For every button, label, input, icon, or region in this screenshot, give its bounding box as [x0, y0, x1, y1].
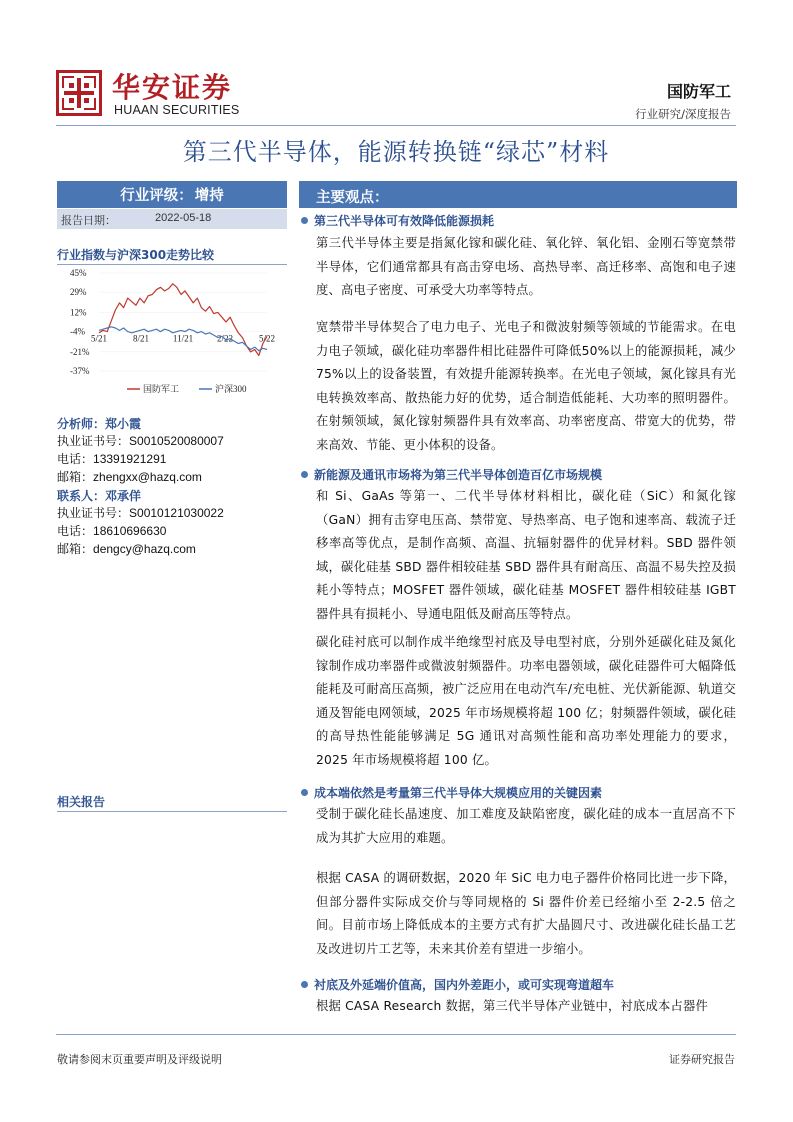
bullet-dot-icon	[301, 981, 308, 988]
rating-value: 增持	[194, 188, 224, 204]
chart-y-tick-label: 12%	[70, 307, 87, 318]
chart-series	[99, 284, 267, 356]
company-logo	[56, 70, 102, 116]
contact-label: 联系人：	[57, 489, 106, 503]
analyst-name: 郑小霞	[105, 417, 142, 431]
sector-label: 国防军工	[666, 82, 731, 101]
contact-email-row	[57, 540, 224, 558]
index-comparison-chart	[57, 266, 287, 400]
contact-cert: S0010121030022	[129, 506, 224, 520]
chart-y-tick-label: -4%	[70, 326, 85, 337]
analyst-heading	[57, 415, 141, 432]
chart-x-tick-label: 5/22	[258, 333, 276, 344]
brand-name-cn: 华安证券	[112, 71, 233, 104]
contact-details	[57, 504, 224, 558]
chart-y-axis	[70, 268, 90, 376]
analyst-phone-label: 电话：	[57, 452, 94, 466]
analyst-label: 分析师：	[57, 417, 106, 431]
contact-cert-label: 执业证书号：	[57, 506, 130, 520]
chart-gridlines	[99, 273, 267, 371]
paragraph-3: 和 Si、GaAs 等第一、二代半导体材料相比，碳化硅（SiC）和氮化镓（GaN）拥有击穿电压高、禁带宽、导热率高、电子饱和速率高、载流子迁移率高等优点，是制作高频、高温、抗辐射器件的优异材料。SBD 器件领域，碳化硅基 SBD 器件相较硅基 SBD 器件具有耐高压、高温不易失控及损耗小等特点；MOSFET 器件领域，碳化硅基 MOSFET 器件相较硅基 IGBT 器件具有损耗小、导通电阻低及耐高压等特点。	[316, 489, 736, 621]
chart-x-tick-label: 2/22	[216, 333, 234, 344]
analyst-details	[57, 432, 224, 486]
point-heading-text: 新能源及通讯市场将为第三代半导体创造百亿市场规模	[314, 468, 603, 482]
paragraph-4: 碳化硅衬底可以制作成半绝缘型衬底及导电型衬底，分别外延碳化硅及氮化镓制作成功率器件或微波射频器件。功率电器领域，碳化硅器件可大幅降低能耗及可耐高压高频，被广泛应用在电动汽车/充电桩、光伏新能源、轨道交通及智能电网领域，2025 年市场规模将超 100 亿；射频器件领域，碳化硅的高导热性能能够满足 5G 通讯对高频性能和高功率处理能力的要求，2025 年市场规模将超 100 亿。	[316, 635, 736, 767]
analyst-phone: 13391921291	[93, 452, 167, 466]
chart-x-tick-label: 5/21	[90, 333, 108, 344]
report-date-bar	[57, 209, 287, 229]
chart-x-axis	[91, 334, 275, 344]
paragraph-6: 根据 CASA 的调研数据，2020 年 SiC 电力电子器件价格同比进一步下降，但部分器件实际成交价与等同规格的 Si 器件价差已经缩小至 2-2.5 倍之间。目前市场上降低成本的主要方式有扩大晶圆尺寸、改进碳化硅长晶工艺及改进切片工艺等，未来其价差有望进一步缩小。	[316, 871, 736, 956]
point-heading-3	[301, 784, 602, 801]
rating-label: 行业评级：	[120, 188, 193, 204]
point-heading-1	[301, 212, 494, 229]
footer-divider	[56, 1034, 736, 1035]
analyst-email-label: 邮箱：	[57, 470, 94, 484]
bullet-dot-icon	[301, 217, 308, 224]
paragraph-1: 第三代半导体主要是指氮化镓和碳化硅、氧化锌、氧化铝、金刚石等宽禁带半导体，它们通常都具有高击穿电场、高热导率、高迁移率、高饱和电子速度、高电子密度、可承受大功率等特点。	[316, 236, 736, 297]
chart-legend-label: 国防军工	[143, 384, 180, 394]
chart-y-tick-label: -21%	[70, 346, 90, 357]
point-heading-text: 第三代半导体可有效降低能源损耗	[314, 214, 495, 228]
chart-legend-label: 沪深300	[215, 384, 247, 394]
related-reports-divider	[57, 811, 287, 812]
bullet-dot-icon	[301, 471, 308, 478]
contact-phone-label: 电话：	[57, 524, 94, 538]
point-heading-text: 衬底及外延端价值高，国内外差距小，或可实现弯道超车	[314, 978, 615, 992]
chart-x-tick-label: 8/21	[132, 333, 150, 344]
contact-name: 邓承佯	[105, 489, 142, 503]
chart-y-tick-label: 45%	[70, 268, 87, 278]
contact-email-label: 邮箱：	[57, 542, 94, 556]
brand-name-en: HUAAN SECURITIES	[114, 103, 240, 117]
report-title: 第三代半导体，能源转换链“绿芯”材料	[182, 138, 610, 166]
analyst-cert-label: 执业证书号：	[57, 434, 130, 448]
point-heading-4	[301, 976, 614, 993]
report-type: 行业研究/深度报告	[635, 107, 731, 121]
analyst-phone-row	[57, 450, 224, 468]
analyst-cert: S0010520080007	[129, 434, 224, 448]
analyst-cert-row	[57, 432, 224, 450]
contact-phone-row	[57, 522, 224, 540]
point-heading-text: 成本端依然是考量第三代半导体大规模应用的关键因素	[314, 786, 603, 800]
report-date-value: 2022-05-18	[155, 212, 212, 224]
header-divider	[56, 125, 736, 126]
point-heading-2	[301, 466, 602, 483]
chart-heading-divider	[57, 264, 287, 265]
chart-series-line	[99, 284, 267, 356]
main-views-bar	[299, 181, 737, 208]
bullet-dot-icon	[301, 789, 308, 796]
paragraph-2: 宽禁带半导体契合了电力电子、光电子和微波射频等领域的节能需求。在电力电子领域，碳化硅功率器件相比硅器件可降低50%以上的能源损耗，减少75%以上的设备装置，有效提升能源转换率。在光电子领域，氮化镓具有光电转换效率高、散热能力好的优势，适合制造低能耗、大功率的照明器件。在射频领域，氮化镓射频器件具有效率高、功率密度高、带宽大的优势，带来高效、节能、更小体积的设备。	[316, 320, 736, 452]
report-date-label: 报告日期：	[61, 214, 116, 227]
analyst-email-row	[57, 468, 224, 486]
chart-x-tick-label: 11/21	[172, 333, 194, 344]
related-reports-heading: 相关报告	[57, 795, 106, 809]
footer-doc-type: 证券研究报告	[669, 1053, 735, 1066]
chart-y-tick-label: -37%	[70, 366, 90, 376]
chart-legend	[127, 383, 247, 394]
footer-disclaimer: 敬请参阅末页重要声明及评级说明	[57, 1053, 222, 1066]
main-views-heading: 主要观点：	[316, 190, 389, 206]
paragraph-7: 根据 CASA Research 数据，第三代半导体产业链中，衬底成本占器件	[316, 999, 709, 1013]
industry-rating-bar	[57, 181, 287, 208]
contact-email[interactable]: dengcy@hazq.com	[93, 542, 196, 556]
chart-heading: 行业指数与沪深300走势比较	[57, 248, 215, 262]
chart-y-tick-label: 29%	[70, 287, 87, 298]
contact-phone: 18610696630	[93, 524, 167, 538]
contact-cert-row	[57, 504, 224, 522]
paragraph-5: 受制于碳化硅长晶速度、加工难度及缺陷密度，碳化硅的成本一直居高不下成为其扩大应用的难题。	[316, 807, 736, 845]
contact-heading	[57, 487, 141, 504]
analyst-email[interactable]: zhengxx@hazq.com	[93, 470, 202, 484]
